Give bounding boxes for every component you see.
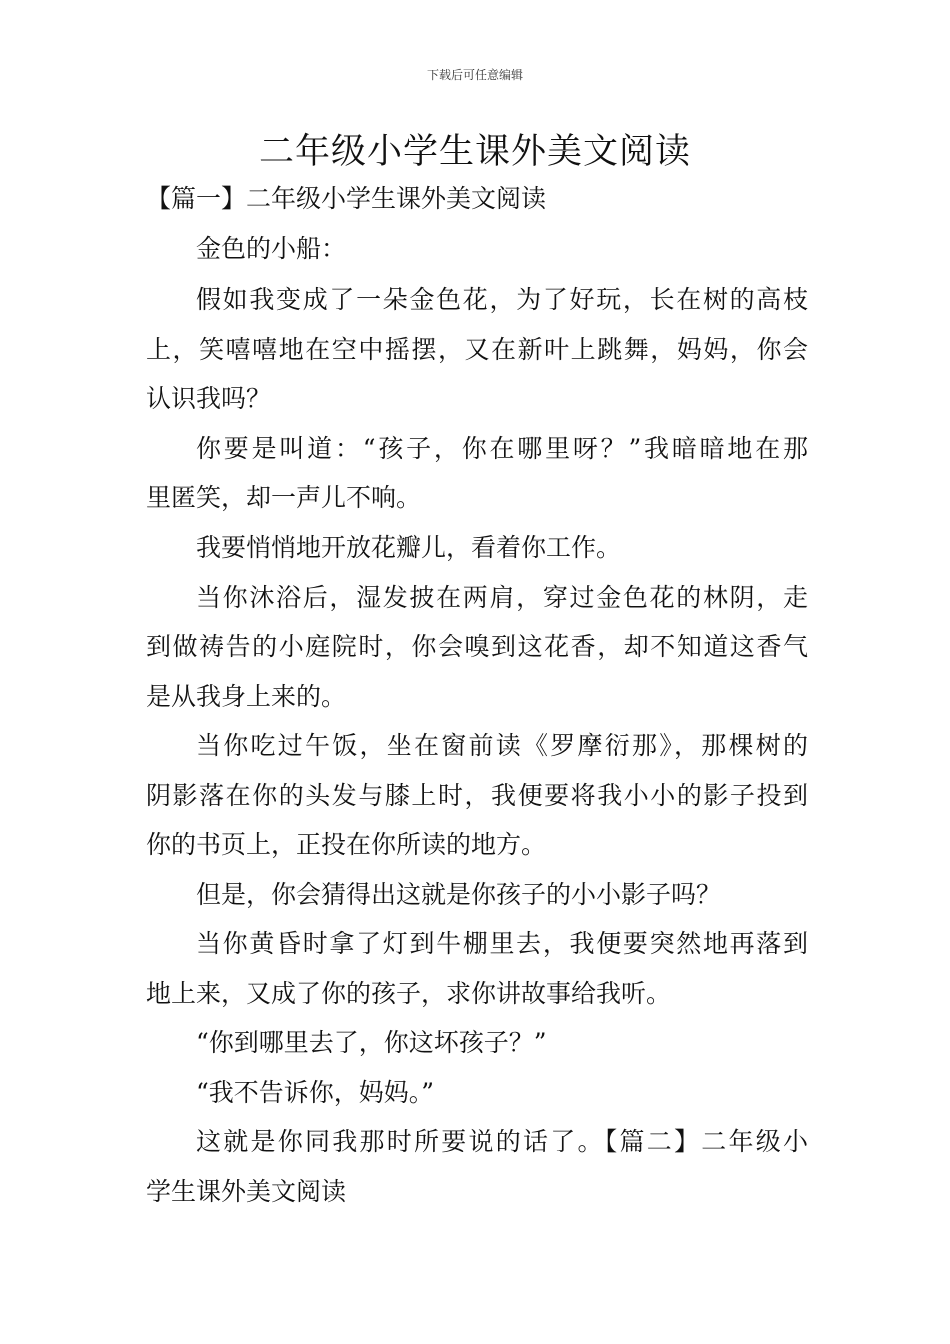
subtitle-line: 金色的小船：	[196, 234, 347, 263]
paragraph-line: 上，笑嘻嘻地在空中摇摆，又在新叶上跳舞，妈妈，你会	[146, 335, 808, 364]
paragraph-line: 里匿笑，却一声儿不响。	[146, 483, 422, 512]
page-header-note: 下载后可任意编辑	[426, 68, 523, 82]
paragraph-line: 当你沐浴后，湿发披在两肩，穿过金色花的林阴，走	[196, 583, 808, 612]
paragraph-line: 阴影落在你的头发与膝上时，我便要将我小小的影子投到	[146, 781, 808, 810]
paragraph-line: 我要悄悄地开放花瓣儿，看着你工作。	[196, 533, 622, 562]
paragraph-line: 是从我身上来的。	[146, 682, 347, 711]
paragraph-line: 当你吃过午饭，坐在窗前读《罗摩衍那》，那棵树的	[196, 731, 808, 760]
paragraph-line: “我不告诉你，妈妈。”	[196, 1078, 435, 1107]
paragraph-line: 你要是叫道：“孩子，你在哪里呀？”我暗暗地在那	[196, 434, 808, 463]
paragraph-line: 认识我吗？	[146, 384, 272, 413]
paragraph-line: 这就是你同我那时所要说的话了。【篇二】二年级小	[196, 1127, 808, 1156]
paragraph-line: 假如我变成了一朵金色花，为了好玩，长在树的高枝	[196, 285, 808, 314]
paragraph-line: 到做祷告的小庭院时，你会嗅到这花香，却不知道这香气	[146, 632, 808, 661]
page-title: 二年级小学生课外美文阅读	[258, 132, 691, 172]
paragraph-line: 学生课外美文阅读	[146, 1177, 347, 1206]
paragraph-line: 但是，你会猜得出这就是你孩子的小小影子吗？	[196, 880, 722, 909]
paragraph-line: 你的书页上，正投在你所读的地方。	[146, 830, 547, 859]
paragraph-line: “你到哪里去了，你这坏孩子？”	[196, 1028, 547, 1057]
section-heading: 【篇一】二年级小学生课外美文阅读	[146, 184, 547, 213]
paragraph-line: 当你黄昏时拿了灯到牛棚里去，我便要突然地再落到	[196, 929, 808, 958]
paragraph-line: 地上来，又成了你的孩子，求你讲故事给我听。	[146, 979, 672, 1008]
